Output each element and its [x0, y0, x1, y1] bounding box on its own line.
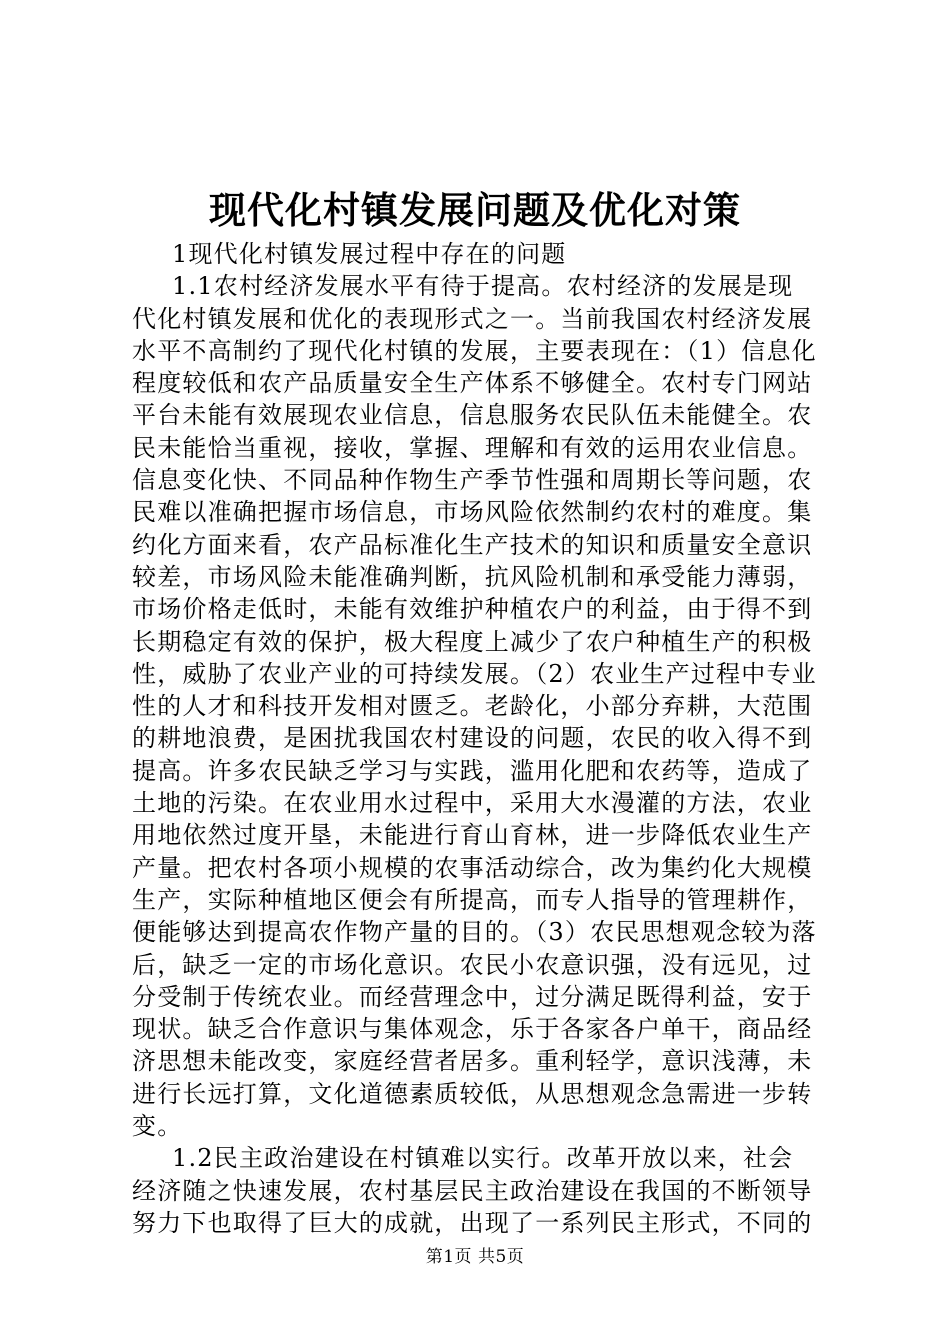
- paragraph-line: 土地的污染。在农业用水过程中，采用大水漫灌的方法，农业: [132, 789, 813, 818]
- paragraph-line: 后，缺乏一定的市场化意识。农民小农意识强，没有远见，过: [132, 950, 813, 979]
- paragraph-line: 市场价格走低时，未能有效维护种植农户的利益，由于得不到: [132, 595, 813, 624]
- section-heading: 1现代化村镇发展过程中存在的问题: [172, 240, 567, 268]
- paragraph-line: 性，威胁了农业产业的可持续发展。（2）农业生产过程中专业: [132, 659, 817, 688]
- paragraph-line: 分受制于传统农业。而经营理念中，过分满足既得利益，安于: [132, 982, 813, 1011]
- paragraph-line: 1.2民主政治建设在村镇难以实行。改革开放以来，社会: [172, 1144, 794, 1173]
- paragraph-line: 变。: [132, 1112, 183, 1141]
- paragraph-line: 用地依然过度开垦，未能进行育山育林，进一步降低农业生产: [132, 821, 813, 850]
- paragraph-line: 1.1农村经济发展水平有待于提高。农村经济的发展是现: [172, 272, 794, 301]
- paragraph-line: 性的人才和科技开发相对匮乏。老龄化，小部分弃耕，大范围: [132, 692, 813, 721]
- paragraph-line: 的耕地浪费，是困扰我国农村建设的问题，农民的收入得不到: [132, 724, 813, 753]
- document-body: [132, 238, 832, 1239]
- paragraph-line: 程度较低和农产品质量安全生产体系不够健全。农村专门网站: [132, 369, 813, 398]
- paragraph-line: 进行长远打算，文化道德素质较低，从思想观念急需进一步转: [132, 1079, 813, 1108]
- page-number-footer: 第1页 共5页: [425, 1247, 525, 1267]
- paragraph-line: 民难以准确把握市场信息，市场风险依然制约农村的难度。集: [132, 498, 813, 527]
- document-title: 现代化村镇发展问题及优化对策: [209, 188, 741, 232]
- paragraph-line: 约化方面来看，农产品标准化生产技术的知识和质量安全意识: [132, 530, 813, 559]
- paragraph-line: 长期稳定有效的保护，极大程度上减少了农户种植生产的积极: [132, 627, 813, 656]
- paragraph-line: 产量。把农村各项小规模的农事活动综合，改为集约化大规模: [132, 853, 813, 882]
- paragraph-line: 水平不高制约了现代化村镇的发展，主要表现在：（1）信息化: [132, 336, 817, 365]
- paragraph-line: 较差，市场风险未能准确判断，抗风险机制和承受能力薄弱，: [132, 562, 813, 591]
- paragraph-line: 济思想未能改变，家庭经营者居多。重利轻学，意识浅薄，未: [132, 1047, 813, 1076]
- paragraph-line: 代化村镇发展和优化的表现形式之一。当前我国农村经济发展: [132, 304, 813, 333]
- paragraph-line: 努力下也取得了巨大的成就，出现了一系列民主形式，不同的: [132, 1208, 813, 1237]
- paragraph-line: 经济随之快速发展，农村基层民主政治建设在我国的不断领导: [132, 1176, 813, 1205]
- paragraph-line: 提高。许多农民缺乏学习与实践，滥用化肥和农药等，造成了: [132, 756, 813, 785]
- paragraph-line: 现状。缺乏合作意识与集体观念，乐于各家各户单干，商品经: [132, 1015, 813, 1044]
- paragraph-line: 民未能恰当重视，接收，掌握、理解和有效的运用农业信息。: [132, 433, 813, 462]
- paragraph-line: 信息变化快、不同品种作物生产季节性强和周期长等问题，农: [132, 466, 813, 495]
- paragraph-line: 平台未能有效展现农业信息，信息服务农民队伍未能健全。农: [132, 401, 813, 430]
- paragraph-line: 便能够达到提高农作物产量的目的。（3）农民思想观念较为落: [132, 918, 817, 947]
- paragraph-line: 生产，实际种植地区便会有所提高，而专人指导的管理耕作，: [132, 885, 813, 914]
